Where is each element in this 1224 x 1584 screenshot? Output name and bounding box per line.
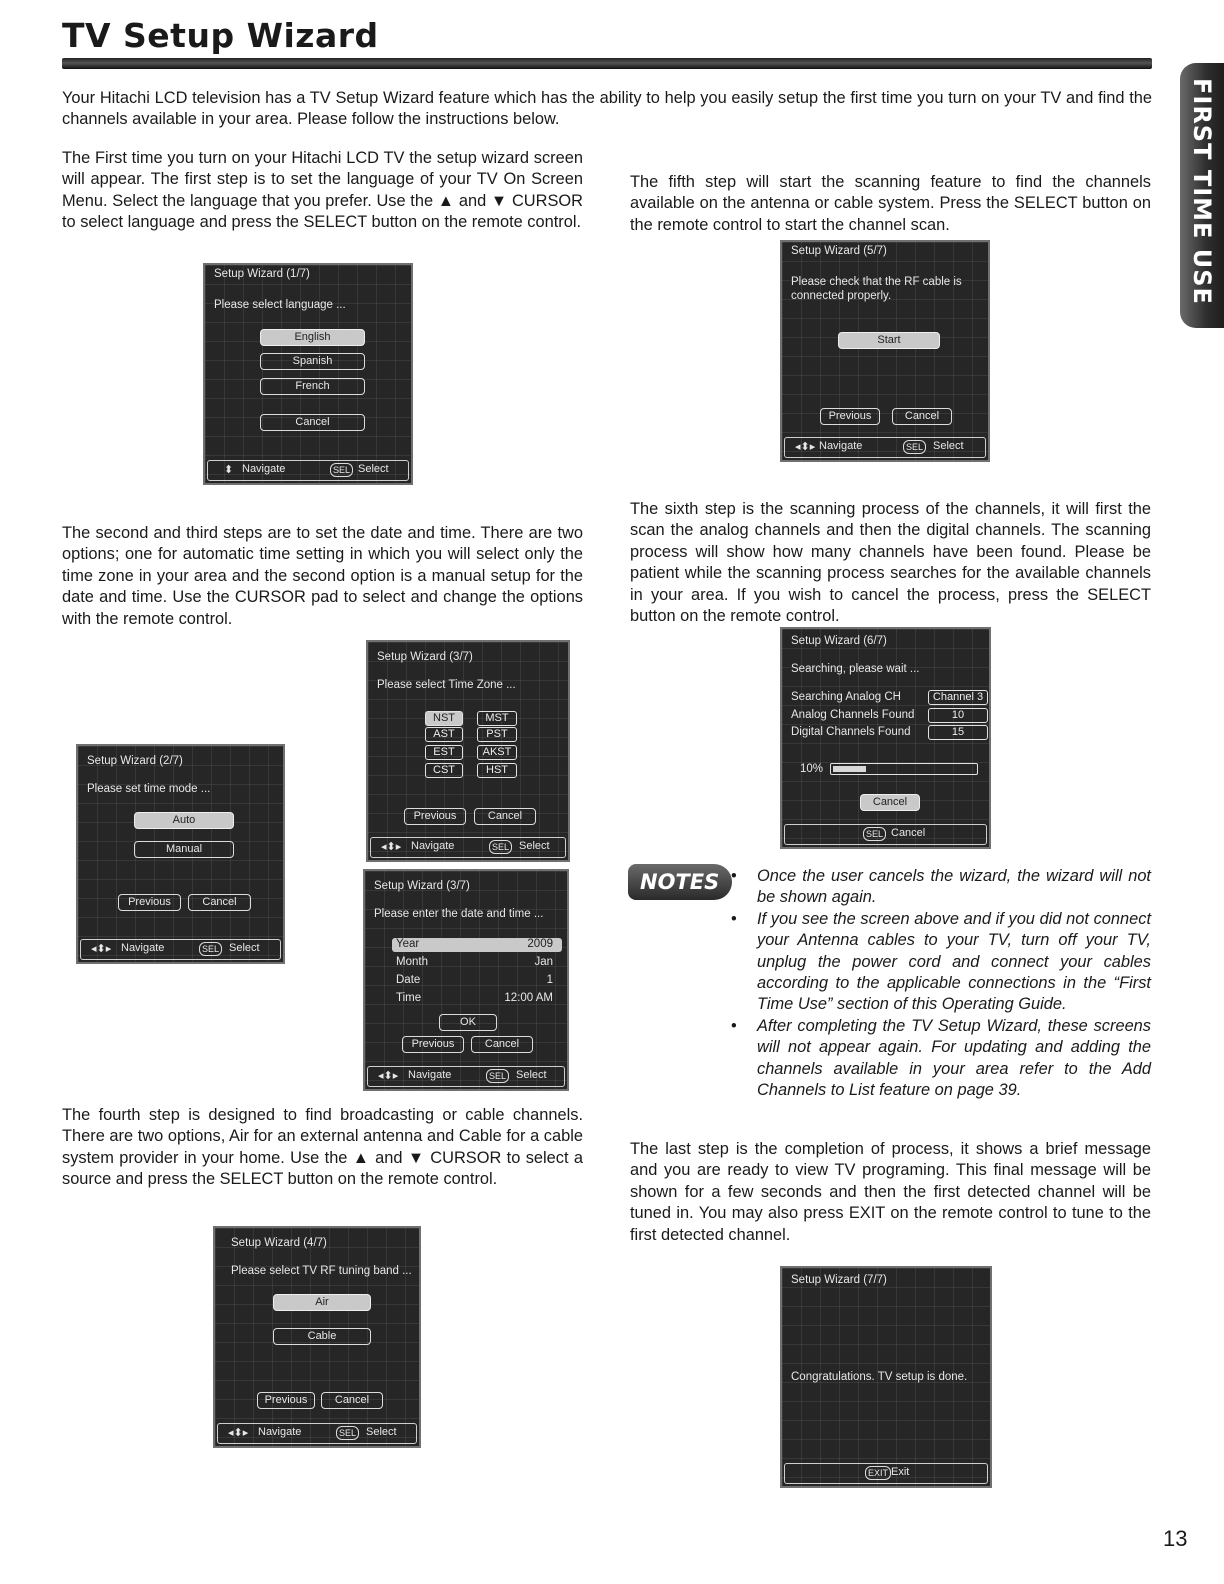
progress-label: 10%	[800, 763, 824, 775]
year-label: Year	[396, 938, 420, 950]
cancel-button[interactable]: Cancel	[892, 408, 952, 425]
searching-analog-value: Channel 3	[928, 690, 988, 705]
manual-button[interactable]: Manual	[134, 841, 234, 858]
section-tab-label: FIRST TIME USE	[1188, 78, 1216, 305]
screen-message: Please set time mode ...	[87, 783, 211, 795]
navigate-arrows-icon: ◂⬍▸	[381, 841, 402, 853]
navigate-label: Navigate	[121, 942, 165, 954]
screen-header: Setup Wizard (3/7)	[377, 651, 473, 663]
section-tab	[1180, 63, 1224, 328]
navigate-label: Navigate	[242, 463, 286, 475]
wizard-screen-6	[780, 627, 991, 849]
cancel-button[interactable]: Cancel	[260, 414, 365, 431]
step1-paragraph: The First time you turn on your Hitachi LCD TV the setup wizard screen will appear. The first step is to set the language of your TV On Screen Menu. Select the language that you prefer. Use the ▲ and ▼ CURSOR to select language and press the SELECT button on the remote control.	[62, 149, 583, 232]
cancel-button[interactable]: Cancel	[860, 794, 920, 811]
screen-footer	[784, 437, 986, 458]
notes-badge	[628, 864, 732, 900]
screen-message: Please check that the RF cable is connected properly.	[791, 276, 962, 302]
zone-nst[interactable]: NST	[425, 711, 463, 726]
navigate-arrows-icon: ◂⬍▸	[91, 943, 112, 955]
step4-paragraph: The fourth step is designed to find broadcasting or cable channels. There are two options, Air for an external antenna and Cable for a cable system provider in your home. Use the ▲ and ▼ CURSOR to select a source and press the SELECT button on the remote control.	[62, 1106, 583, 1189]
cancel-button[interactable]: Cancel	[474, 808, 536, 825]
english-button[interactable]: English	[260, 329, 365, 346]
navigate-label: Navigate	[408, 1069, 452, 1081]
select-label: Select	[358, 463, 389, 475]
screen-footer	[367, 1066, 565, 1087]
screen-header: Setup Wizard (1/7)	[214, 268, 310, 280]
screen-footer	[370, 837, 566, 858]
select-label: Select	[933, 440, 964, 452]
progress-bar	[830, 763, 978, 775]
exit-key-icon: EXIT	[865, 1466, 891, 1480]
previous-button[interactable]: Previous	[404, 808, 466, 825]
screen-message: Please select Time Zone ...	[377, 679, 516, 691]
date-value[interactable]: 1	[546, 974, 553, 986]
sel-key-icon: SEL	[199, 942, 222, 956]
wizard-screen-2	[76, 744, 285, 964]
screen-header: Setup Wizard (5/7)	[791, 245, 887, 257]
select-label: Select	[516, 1069, 547, 1081]
zone-ast[interactable]: AST	[425, 727, 463, 742]
wizard-screen-4	[213, 1226, 421, 1448]
ok-button[interactable]: OK	[439, 1014, 497, 1031]
air-button[interactable]: Air	[273, 1294, 371, 1311]
time-label: Time	[396, 992, 422, 1004]
time-value[interactable]: 12:00 AM	[504, 992, 553, 1004]
navigate-arrows-icon: ◂⬍▸	[378, 1070, 399, 1082]
french-button[interactable]: French	[260, 378, 365, 395]
sel-key-icon: SEL	[489, 840, 512, 854]
digital-found-label: Digital Channels Found	[791, 726, 911, 738]
select-label: Select	[519, 840, 550, 852]
sel-key-icon: SEL	[486, 1069, 509, 1083]
page-title: TV Setup Wizard	[62, 16, 379, 55]
screen-header: Setup Wizard (2/7)	[87, 755, 183, 767]
navigate-arrows-icon: ◂⬍▸	[228, 1427, 249, 1439]
note-item: • Once the user cancels the wizard, the wizard will not be shown again.	[731, 866, 1151, 909]
previous-button[interactable]: Previous	[820, 408, 880, 425]
analog-found-value: 10	[928, 708, 988, 723]
analog-found-label: Analog Channels Found	[791, 709, 915, 721]
exit-label: Exit	[891, 1466, 910, 1478]
navigate-arrows-icon: ◂⬍▸	[795, 441, 816, 453]
note-item: • After completing the TV Setup Wizard, these screens will not appear again. For updating and adding the channels available in your area refer to the Add Channels to List feature on page 39.	[731, 1016, 1151, 1102]
screen-footer	[207, 460, 409, 481]
screen-footer	[217, 1423, 417, 1444]
previous-button[interactable]: Previous	[257, 1392, 315, 1409]
zone-cst[interactable]: CST	[425, 763, 463, 778]
sel-key-icon: SEL	[903, 440, 926, 454]
title-rule	[62, 58, 1152, 69]
screen-message: Please select language ...	[214, 299, 346, 311]
step6-paragraph: The sixth step is the scanning process of the channels, it will first the scan the analog channels and then the digital channels. The scanning process will show how many channels have been found. Please be patient while the scanning process searches for the available channels in your area. If you wish to cancel the process, press the SELECT button on the remote control.	[630, 500, 1151, 626]
screen-message: Please select TV RF tuning band ...	[231, 1265, 412, 1277]
screen-footer	[784, 1463, 988, 1484]
zone-hst[interactable]: HST	[477, 763, 517, 778]
screen-message: Please enter the date and time ...	[374, 908, 544, 920]
wizard-screen-3-timezone	[366, 640, 570, 862]
intro-paragraph: Your Hitachi LCD television has a TV Setup Wizard feature which has the ability to help you easily setup the first time you turn on your TV and find the channels available in your area. Please follow the instructions below.	[62, 89, 1152, 129]
screen-header: Setup Wizard (6/7)	[791, 635, 887, 647]
screen-footer	[784, 824, 987, 845]
screen-header: Setup Wizard (7/7)	[791, 1274, 887, 1286]
step7-paragraph: The last step is the completion of process, it shows a brief message and you are ready to view TV programing. This final message will be shown for a few seconds and then the first detected channel will be tuned in. You may also press EXIT on the remote control to tune to the first detected channel.	[630, 1140, 1151, 1244]
notes-list	[731, 866, 1151, 1101]
searching-analog-label: Searching Analog CH	[791, 691, 901, 703]
step23-paragraph: The second and third steps are to set the date and time. There are two options; one for automatic time setting in which you will select only the time zone in your area and the second option is a manual setup for the date and time. Use the CURSOR pad to select and change the options with the remote control.	[62, 524, 583, 628]
date-label: Date	[396, 974, 421, 986]
month-value[interactable]: Jan	[534, 956, 553, 968]
screen-message: Searching, please wait ...	[791, 663, 920, 675]
zone-pst[interactable]: PST	[477, 727, 517, 742]
screen-header: Setup Wizard (3/7)	[374, 880, 470, 892]
wizard-screen-1	[203, 263, 413, 485]
screen-footer	[80, 939, 281, 960]
sel-key-icon: SEL	[336, 1426, 359, 1440]
screen-header: Setup Wizard (4/7)	[231, 1237, 327, 1249]
navigate-label: Navigate	[819, 440, 863, 452]
year-value[interactable]: 2009	[527, 938, 553, 950]
progress-fill	[833, 766, 866, 772]
cable-button[interactable]: Cable	[273, 1328, 371, 1345]
auto-button[interactable]: Auto	[134, 812, 234, 829]
step5-paragraph: The fifth step will start the scanning feature to find the channels available on the antenna or cable system. Press the SELECT button on the remote control to start the channel scan.	[630, 173, 1151, 234]
notes-badge-label: NOTES	[640, 870, 720, 894]
wizard-screen-5	[780, 240, 990, 462]
zone-mst[interactable]: MST	[477, 711, 517, 726]
cancel-label: Cancel	[891, 827, 926, 839]
cancel-button[interactable]: Cancel	[471, 1036, 533, 1053]
start-button[interactable]: Start	[838, 332, 940, 349]
wizard-screen-3-datetime	[363, 869, 569, 1091]
spanish-button[interactable]: Spanish	[260, 353, 365, 370]
month-label: Month	[396, 956, 428, 968]
navigate-label: Navigate	[411, 840, 455, 852]
zone-est[interactable]: EST	[425, 745, 463, 760]
sel-key-icon: SEL	[330, 463, 353, 477]
page-number: 13	[1163, 1526, 1188, 1551]
cancel-button[interactable]: Cancel	[321, 1392, 383, 1409]
screen-message: Congratulations. TV setup is done.	[791, 1371, 968, 1383]
previous-button[interactable]: Previous	[118, 894, 181, 911]
note-item: • If you see the screen above and if you did not connect your Antenna cables to your TV, turn off your TV, unplug the power cord and connect your cables according to the applicable connections in the “First Time Use” section of this Operating Guide.	[731, 909, 1151, 1016]
sel-key-icon: SEL	[863, 827, 886, 841]
digital-found-value: 15	[928, 725, 988, 740]
updown-arrow-icon: ⬍	[224, 464, 234, 476]
wizard-screen-7	[780, 1266, 992, 1488]
zone-akst[interactable]: AKST	[477, 745, 517, 760]
select-label: Select	[229, 942, 260, 954]
navigate-label: Navigate	[258, 1426, 302, 1438]
previous-button[interactable]: Previous	[402, 1036, 464, 1053]
select-label: Select	[366, 1426, 397, 1438]
cancel-button[interactable]: Cancel	[188, 894, 251, 911]
